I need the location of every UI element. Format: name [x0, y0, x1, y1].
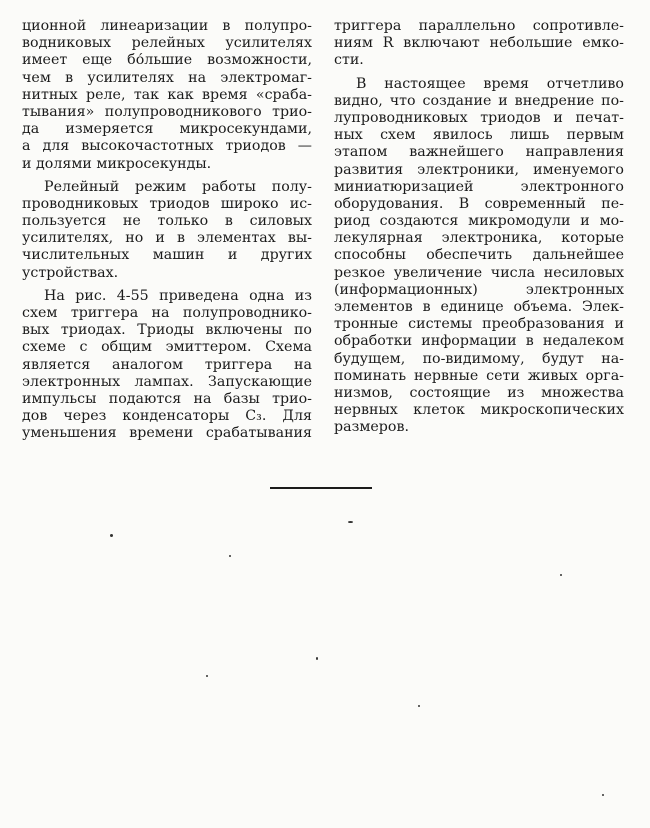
text-line: схеме с общим эмиттером. Схема	[22, 339, 312, 356]
text-line: риод создаются микромодули и мо-	[334, 213, 624, 230]
text-line: сти.	[334, 52, 364, 69]
text-line: пользуется не только в силовых	[22, 213, 312, 230]
text-line: тронные системы преобразования и	[334, 316, 624, 333]
text-line: водниковых релейных усилителях	[22, 35, 312, 52]
text-line: лекулярная электроника, которые	[334, 230, 624, 247]
text-line: вых триодах. Триоды включены по	[22, 322, 312, 339]
text-line: способны обеспечить дальнейшее	[334, 247, 624, 264]
text-line: элементов в единице объема. Элек-	[334, 299, 624, 315]
text-line: В настоящее время отчетливо	[356, 75, 624, 92]
text-line: нервных клеток микроскопических	[334, 402, 624, 419]
paragraph-5	[334, 76, 624, 437]
text-line: триггера параллельно сопротивле-	[334, 18, 624, 34]
text-line: а для высокочастотных триодов —	[22, 138, 312, 155]
scan-speck	[110, 534, 113, 537]
text-line: ционной линеаризации в полупро-	[22, 18, 312, 34]
text-line: развития электроники, именуемого	[334, 161, 624, 178]
scan-speck	[418, 705, 420, 707]
paragraph-1	[22, 18, 312, 173]
text-line: устройствах.	[22, 264, 119, 281]
text-line: является аналогом триггера на	[22, 356, 312, 373]
text-line: резкое увеличение числа несиловых	[334, 264, 624, 281]
section-end-rule	[270, 487, 372, 489]
text-line: На рис. 4-55 приведена одна из	[44, 287, 312, 304]
text-line: будущем, по-видимому, будут на-	[334, 350, 624, 367]
text-line: ных схем явилось лишь первым	[334, 127, 624, 144]
text-line: поминать нервные сети живых орга-	[334, 367, 624, 384]
text-line: схем триггера на полупроводнико-	[22, 305, 312, 321]
text-line: усилителях, но и в элементах вы-	[22, 230, 312, 247]
text-line: тывания» полупроводникового трио-	[22, 103, 312, 120]
scan-speck	[348, 521, 353, 523]
scan-speck	[206, 675, 208, 677]
left-column	[22, 18, 312, 443]
text-line: дов через конденсаторы C₃. Для	[22, 408, 312, 425]
scan-speck	[229, 555, 231, 557]
text-line: нитных реле, так как время «сраба-	[22, 86, 312, 103]
scan-speck	[560, 574, 562, 576]
text-line: лупроводниковых триодов и печат-	[334, 109, 624, 126]
paragraph-4	[334, 18, 624, 70]
text-line: уменьшения времени срабатывания	[22, 425, 312, 442]
text-line: Релейный режим работы полу-	[44, 178, 312, 195]
text-line: (информационных) электронных	[334, 281, 624, 298]
text-line: размеров.	[334, 419, 410, 436]
scan-speck	[602, 794, 604, 796]
text-line: чем в усилителях на электромаг-	[22, 69, 312, 86]
text-line: этапом важнейшего направления	[334, 144, 624, 161]
paragraph-3	[22, 288, 312, 443]
text-line: имеет еще бо́льшие возможности,	[22, 52, 312, 69]
text-line: числительных машин и других	[22, 247, 312, 264]
text-line: обработки информации в недалеком	[334, 333, 624, 350]
text-line: ниям R включают небольшие емко-	[334, 35, 624, 52]
scan-speck	[316, 657, 318, 660]
paragraph-2	[22, 179, 312, 282]
text-line: видно, что создание и внедрение по-	[334, 92, 624, 109]
text-line: да измеряется микросекундами,	[22, 121, 312, 138]
text-line: проводниковых триодов широко ис-	[22, 195, 312, 212]
text-line: оборудования. В современный пе-	[334, 195, 624, 212]
text-line: низмов, состоящие из множества	[334, 384, 624, 401]
text-line: миниатюризацией электронного	[334, 178, 624, 195]
text-line: импульсы подаются на базы трио-	[22, 390, 312, 407]
right-column	[334, 18, 624, 437]
text-line: и долями микросекунды.	[22, 155, 212, 172]
text-line: электронных лампах. Запускающие	[22, 373, 312, 390]
